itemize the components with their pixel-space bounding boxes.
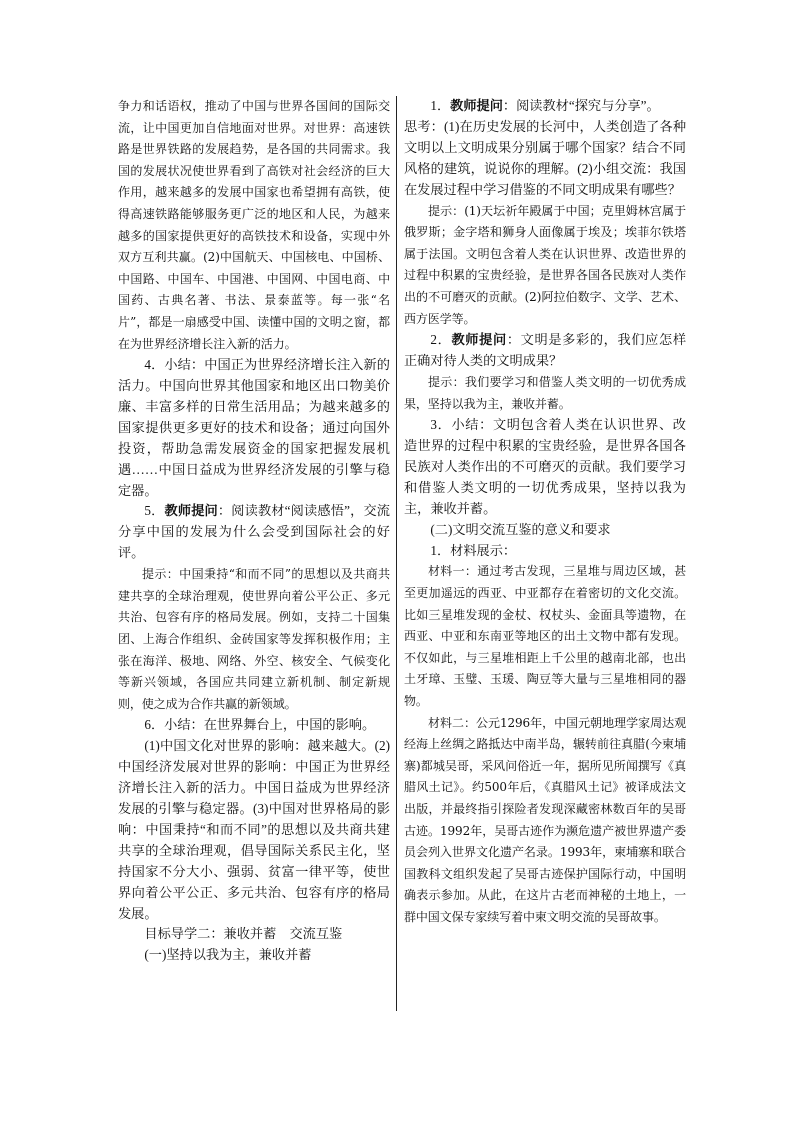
question-text: ：阅读教材“探究与分享”。 xyxy=(502,98,660,113)
left-column xyxy=(118,96,390,966)
teacher-question-label: 教师提问 xyxy=(164,503,218,519)
summary-4: 4．小结：中国正为世界经济增长注入新的活力。中国向世界其他国家和地区出口物美价廉、丰富多样的日常生活用品；为越来越多的国家提供更多更好的技术和设备；通过向国外投资，帮助急需发展资金的国家把握发展机遇……中国日益成为世界经济发展的引擎与稳定器。 xyxy=(118,357,390,498)
material-one: 材料一：通过考古发现，三星堆与周边区域，甚至更加遥远的西亚、中亚都存在着密切的文化交流。比如三星堆发现的金杖、权杖头、金面具等遗物，在西亚、中亚和东南亚等地区的出土文物中都有发现。不仅如此，与三星堆相距上千公里的越南北部，也出土牙璋、玉璧、玉瑗、陶豆等大量与三星堆相同的器物。 xyxy=(404,564,686,708)
teacher-question-2 xyxy=(404,330,686,372)
teacher-question-label: 教师提问 xyxy=(450,98,503,113)
question-text: ：阅读教材“阅读感悟”，交流分享中国的发展为什么会受到国际社会的好评。 xyxy=(118,503,390,561)
hint-paragraph: 提示：中国秉持“和而不同”的思想以及共商共建共享的全球治理观，使世界向着公平公正、多元共治、包容有序的格局发展。例如，支持二十国集团、上海合作组织、金砖国家等发挥积极作用；主张在海洋、极地、网络、外空、核安全、气候变化等新兴领域，各国应共同建立新机制、制定新规则，使之成为合作共赢的新领域。 xyxy=(118,567,390,711)
teacher-question-5 xyxy=(118,501,390,564)
summary-6: 6．小结：在世界舞台上，中国的影响。 xyxy=(144,717,376,733)
hint-paragraph-2: 提示：我们要学习和借鉴人类文明的一切优秀成果，坚持以我为主，兼收并蓄。 xyxy=(404,374,686,411)
section-heading-1: (一)坚持以我为主，兼收并蓄 xyxy=(144,947,312,963)
teacher-question-label: 教师提问 xyxy=(451,332,507,348)
section-heading-2: (二)文明交流互鉴的意义和要求 xyxy=(430,521,611,537)
right-column xyxy=(404,96,686,929)
column-divider xyxy=(396,96,397,1011)
item-number: 2． xyxy=(430,332,452,348)
material-display: 1．材料展示： xyxy=(430,542,517,558)
summary-3: 3．小结：文明包含着人类在认识世界、改造世界的过程中积累的宝贵经验，是世界各国各民族对人类作出的不可磨灭的贡献。我们要学习和借鉴人类文明的一切优秀成果，坚持以我为主，兼收并蓄。 xyxy=(404,417,686,516)
question-text: ：文明是多彩的，我们应怎样正确对待人类的文明成果？ xyxy=(404,332,687,368)
goal-heading-2: 目标导学二：兼收并蓄 交流互鉴 xyxy=(144,926,343,942)
thinking-questions: 思考：(1)在历史发展的长河中，人类创造了各种文明以上文明成果分别属于哪个国家？结合不同风格的建筑，说说你的理解。(2)小组交流：我国在发展过程中学习借鉴的不同文明成果有哪些？ xyxy=(404,118,686,197)
teacher-question-1 xyxy=(404,96,686,117)
item-number: 5． xyxy=(144,503,165,519)
hint-paragraph-1: 提示：(1)天坛祈年殿属于中国；克里姆林宫属于俄罗斯；金字塔和狮身人面像属于埃及；埃菲尔铁塔属于法国。文明包含着人类在认识世界、改造世界的过程中积累的宝贵经验，是世界各国各民族对人类作出的不可磨灭的贡献。(2)阿拉伯数字、文学、艺术、西方医学等。 xyxy=(404,203,686,326)
paragraph-continuation: 争力和话语权，推动了中国与世界各国间的国际交流，让中国更加自信地面对世界。对世界：高速铁路是世界铁路的发展趋势，是各国的共同需求。我国的发展状况使世界看到了高铁对社会经济的巨大作用，越来越多的发展中国家也希望拥有高铁，使得高速铁路能够服务更广泛的地区和人民，为越来越多的国家提供更好的高铁技术和设备，实现中外双方互利共赢。(2)中国航天、中国核电、中国桥、中国路、中国车、中国港、中国网、中国电商、中国药、古典名著、书法、景泰蓝等。每一张“名片”，都是一扇感受中国、读懂中国的文明之窗，都在为世界经济增长注入新的活力。 xyxy=(118,99,390,351)
influence-list: (1)中国文化对世界的影响：越来越大。(2)中国经济发展对世界的影响：中国正为世界经济增长注入新的活力。中国日益成为世界经济发展的引擎与稳定器。(3)中国对世界格局的影响：中国秉持“和而不同”的思想以及共商共建共享的全球治理观，倡导国际关系民主化，坚持国家不分大小、强弱、贫富一律平等，使世界向着公平公正、多元共治、包容有序的格局发展。 xyxy=(118,738,390,921)
material-two: 材料二：公元1296年，中国元朝地理学家周达观经海上丝绸之路抵达中南半岛，辗转前往真腊(今柬埔寨)都城吴哥，采风问俗近一年，据所见所闻撰写《真腊风土记》。约500年后，《真腊风土记》被译成法文出版，并最终指引探险者发现深藏密林数百年的吴哥古迹。1992年，吴哥古迹作为濒危遗产被世界遗产委员会列入世界文化遗产名录。1993年，柬埔寨和联合国教科文组织发起了吴哥古迹保护国际行动，中国明确表示参加。从此，在这片古老而神秘的土地上，一群中国文保专家续写着中柬文明交流的吴哥故事。 xyxy=(404,715,686,924)
item-number: 1． xyxy=(430,98,451,113)
